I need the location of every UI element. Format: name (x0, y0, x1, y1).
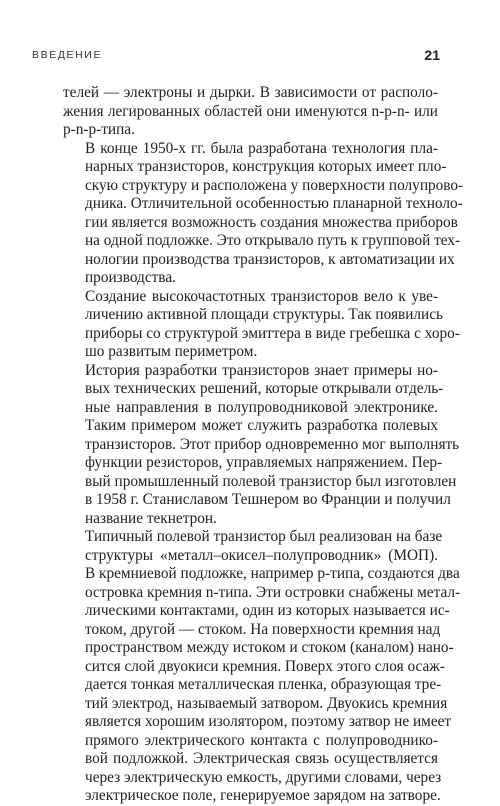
text-line: Создание высокочастотных транзисторов вело к уве- (85, 287, 438, 305)
section-title: ВВЕДЕНИЕ (32, 49, 103, 61)
paragraph (63, 139, 464, 288)
text-line: тий электрод, называемый затвором. Двуокись кремния (85, 694, 448, 712)
text-line: приборы со структурой эмиттера в виде гребешка с хоро- (85, 324, 460, 342)
text-line: Типичный полевой транзистор был реализован на базе (85, 528, 443, 545)
text-line: шо развитым периметром. (85, 343, 258, 360)
text-line: p-n-p-типа. (63, 121, 135, 138)
text-line: телей — электроны и дырки. В зависимости от располо- (63, 84, 438, 101)
text-line: дается тонкая металлическая пленка, образующая тре- (85, 676, 442, 693)
text-line: вой подложкой. Электрическая связь осуществляется (85, 750, 438, 767)
text-line: является хорошим изолятором, поэтому затвор не имеет (85, 713, 452, 730)
text-line: пространством между истоком и стоком (каналом) нано- (85, 639, 454, 656)
text-line: функции резисторов, управляемых напряжением. Пер- (85, 454, 443, 471)
text-line: жения легированных областей они именуются n-p-n- или (63, 102, 438, 120)
text-line: в 1958 г. Станиславом Тешнером во Франции и получил (85, 491, 451, 508)
text-line: прямого электрического контакта с полупроводнико- (85, 731, 438, 749)
paragraph (63, 287, 460, 362)
paragraph (63, 528, 461, 806)
text-line: на одной подложке. Это открывало путь к групповой тех- (85, 232, 461, 249)
body-text (63, 84, 464, 806)
text-line: В кремниевой подложке, например p-типа, создаются два (85, 565, 460, 582)
text-line: производства. (85, 269, 176, 286)
text-line: В конце 1950-х гг. была разработана технология пла- (85, 139, 438, 157)
text-line: транзисторов. Этот прибор одновременно мог выполнять (85, 435, 460, 453)
paragraph (63, 84, 438, 140)
text-line: лическими контактами, один из которых называется ис- (85, 602, 450, 619)
text-line: нарных транзисторов, конструкция которых имеет пло- (85, 158, 447, 175)
text-line: гии является возможность создания множества приборов (85, 213, 458, 231)
text-line: Таким примером может служить разработка полевых (85, 417, 438, 434)
text-line: вый промышленный полевой транзистор был изготовлен (85, 472, 457, 490)
text-line: током, другой — стоком. На поверхности кремния над (85, 620, 441, 638)
text-line: островка кремния n-типа. Эти островки снабжены метал- (85, 583, 461, 601)
text-line: ные направления в полупроводниковой электронике. (85, 398, 438, 416)
text-line: вых технических решений, которые открывали отдель- (85, 380, 444, 397)
text-line: структуры «металл–окисел–полупроводник» (МОП). (85, 546, 438, 564)
text-line: название текнетрон. (85, 509, 217, 527)
text-line: скую структуру и расположена у поверхности полупрово- (85, 176, 464, 194)
page-number: 21 (424, 47, 440, 63)
text-line: электрическое поле, генерируемое зарядом на затворе. (85, 787, 441, 804)
text-line: личению активной площади структуры. Так появились (85, 306, 443, 323)
running-head (32, 49, 440, 65)
text-line: через электрическую емкость, другими словами, через (85, 768, 442, 786)
paragraph (63, 361, 460, 529)
text-line: дника. Отличительной особенностью планарной техноло- (85, 195, 463, 212)
text-line: нологии производства транзисторов, к автоматизации их (85, 250, 455, 268)
text-line: сится слой двуокиси кремния. Поверх этого слоя осаж- (85, 657, 445, 675)
text-line: История разработки транзисторов знает примеры но- (85, 361, 438, 379)
